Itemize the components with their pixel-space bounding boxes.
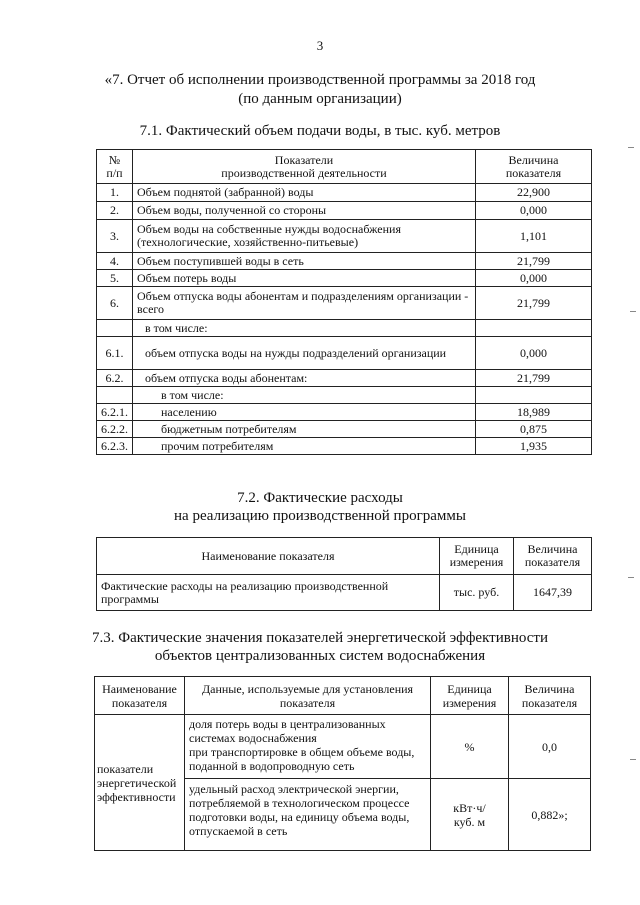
row-value: 1647,39 [514,575,592,611]
header-cell: Величина показателя [476,150,592,184]
row-name: прочим потребителям [133,438,476,455]
row-value: 1,101 [476,220,592,253]
row-name: Объем поступившей воды в сеть [133,253,476,270]
table-header-row [97,538,592,575]
header-cell: Величина показателя [514,538,592,575]
group-name: показатели энергетической эффективности [95,715,185,851]
row-name: населению [133,404,476,421]
row-value: 0,882»; [509,779,591,851]
document-subtitle: (по данным организации) [238,91,402,107]
table-row [97,253,592,270]
table-row [97,220,592,253]
scan-mark [630,759,636,760]
section3-subtitle: объектов централизованных систем водоснабжения [154,648,486,664]
header-cell: Величина показателя [509,677,591,715]
table-row [97,421,592,438]
row-number [97,320,133,337]
header-cell: № п/п [97,150,133,184]
row-data: удельный расход электрической энергии, потребляемой в технологическом процессе подготовки воды, на единицу объема воды, отпускаемой в сеть [185,779,431,851]
section1-title: 7.1. Фактический объем подачи воды, в тыс. куб. метров [139,123,501,139]
section3-title: 7.3. Фактические значения показателей энергетической эффективности [92,630,548,646]
row-value: 0,000 [476,270,592,287]
row-number: 4. [97,253,133,270]
table-row [97,387,592,404]
scan-mark [628,577,634,578]
row-number: 3. [97,220,133,253]
table-row [97,202,592,220]
row-value: 18,989 [476,404,592,421]
row-name: в том числе: [133,387,476,404]
row-value [476,387,592,404]
row-value: 1,935 [476,438,592,455]
page-number: 3 [316,38,324,53]
row-value: 0,875 [476,421,592,438]
header-cell: Единица измерения [440,538,514,575]
row-value: 0,000 [476,337,592,370]
row-unit: тыс. руб. [440,575,514,611]
table-row [97,320,592,337]
row-name: Объем отпуска воды абонентам и подразделениям организации - всего [133,287,476,320]
header-cell: Наименование показателя [97,538,440,575]
table-row [97,404,592,421]
table-header-row [97,150,592,184]
row-number: 6.2. [97,370,133,387]
scan-mark [630,311,636,312]
row-number: 6.2.2. [97,421,133,438]
header-cell: Наименование показателя [95,677,185,715]
expenses-table [96,537,592,611]
row-name: бюджетным потребителям [133,421,476,438]
row-unit: кВт·ч/ куб. м [431,779,509,851]
document-title: «7. Отчет об исполнении производственной программы за 2018 год [104,72,536,88]
row-number: 2. [97,202,133,220]
water-supply-table [96,149,592,455]
row-number: 5. [97,270,133,287]
row-number: 6. [97,287,133,320]
row-value: 0,0 [509,715,591,779]
row-value: 21,799 [476,253,592,270]
row-number: 6.1. [97,337,133,370]
row-name: Объем потерь воды [133,270,476,287]
row-value: 0,000 [476,202,592,220]
row-value: 22,900 [476,184,592,202]
row-unit: % [431,715,509,779]
row-value: 21,799 [476,370,592,387]
table-row [97,270,592,287]
row-value [476,320,592,337]
header-cell: Данные, используемые для установления показателя [185,677,431,715]
row-number: 6.2.3. [97,438,133,455]
row-name: объем отпуска воды на нужды подразделений организации [133,337,476,370]
table-row [97,370,592,387]
section2-title: 7.2. Фактические расходы [237,490,403,506]
row-value: 21,799 [476,287,592,320]
table-row [95,715,591,779]
table-row [97,184,592,202]
table-row [97,287,592,320]
energy-efficiency-table [94,676,591,851]
table-row [97,337,592,370]
row-name: Объем воды, полученной со стороны [133,202,476,220]
row-name: Фактические расходы на реализацию производственной программы [97,575,440,611]
header-cell: Единица измерения [431,677,509,715]
table-row [97,438,592,455]
row-name: Объем воды на собственные нужды водоснабжения (технологические, хозяйственно-питьевые) [133,220,476,253]
table-row [97,575,592,611]
table-header-row [95,677,591,715]
row-name: Объем поднятой (забранной) воды [133,184,476,202]
row-number: 1. [97,184,133,202]
row-data: доля потерь воды в централизованных системах водоснабжения при транспортировке в общем объеме воды, поданной в водопроводную сеть [185,715,431,779]
section2-subtitle: на реализацию производственной программы [174,508,466,524]
row-name: объем отпуска воды абонентам: [133,370,476,387]
row-number: 6.2.1. [97,404,133,421]
row-name: в том числе: [133,320,476,337]
header-cell: Показатели производственной деятельности [133,150,476,184]
row-number [97,387,133,404]
scan-mark [628,147,634,148]
